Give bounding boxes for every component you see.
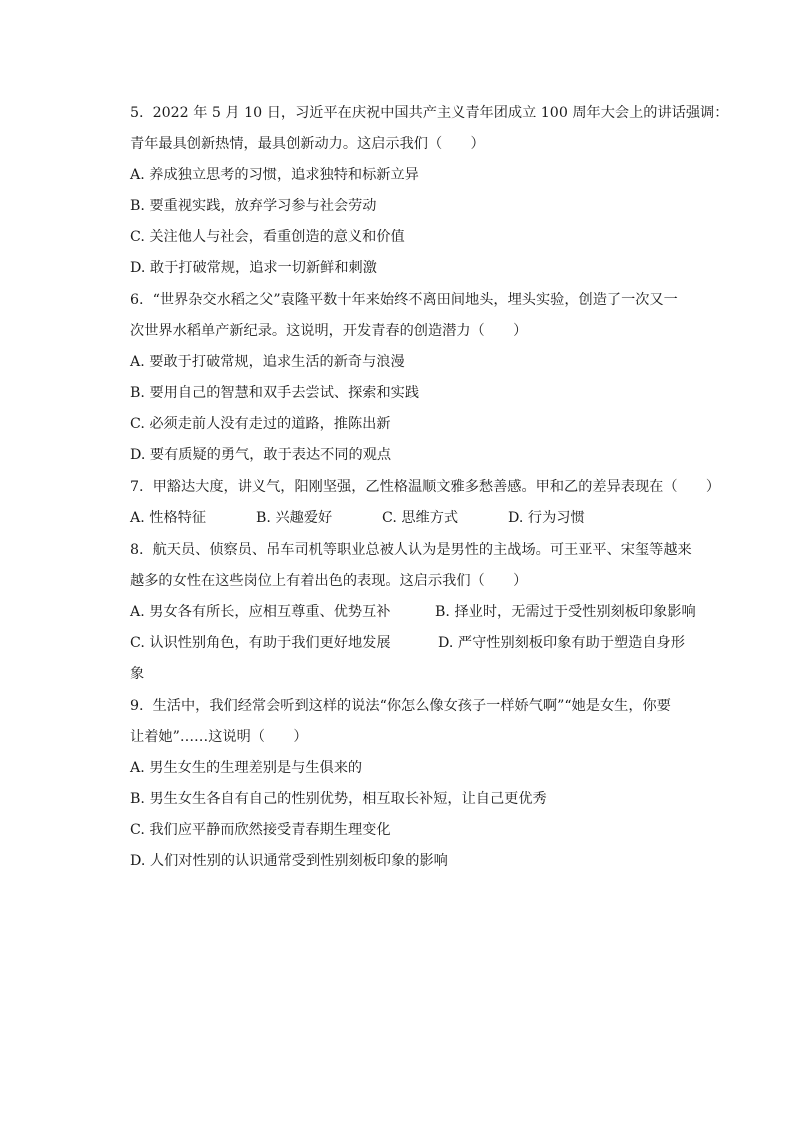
- question-7-option-c[interactable]: C. 思维方式: [382, 510, 459, 526]
- question-6-option-d[interactable]: D. 要有质疑的勇气，敢于表达不同的观点: [130, 447, 392, 463]
- question-7-stem-line-1: [130, 477, 720, 497]
- question-7-option-a[interactable]: A. 性格特征: [130, 510, 207, 526]
- question-8-option-c[interactable]: C. 认识性别角色，有助于我们更好地发展: [130, 635, 391, 651]
- question-7-option-d[interactable]: D. 行为习惯: [508, 510, 585, 526]
- question-7-number: 7.: [130, 479, 144, 495]
- question-5-stem-line-1: [130, 103, 728, 123]
- question-9-option-a[interactable]: A. 男生女生的生理差别是与生俱来的: [130, 760, 363, 776]
- question-6-option-a[interactable]: A. 要敢于打破常规，追求生活的新奇与浪漫: [130, 354, 405, 370]
- question-8-option-a[interactable]: A. 男女各有所长，应相互尊重、优势互补: [130, 604, 391, 620]
- question-8-stem-line-2: 越多的女性在这些岗位上有着出色的表现。这启示我们（ ）: [130, 573, 528, 589]
- question-5-option-d[interactable]: D. 敢于打破常规，追求一切新鲜和刺激: [130, 260, 377, 276]
- question-5-option-b[interactable]: B. 要重视实践，放弃学习参与社会劳动: [130, 198, 377, 214]
- question-6-stem-line-2: 次世界水稻单产新纪录。这说明，开发青春的创造潜力（ ）: [130, 323, 528, 339]
- question-6-option-c[interactable]: C. 必须走前人没有走过的道路，推陈出新: [130, 416, 391, 432]
- question-8-stem-line-1: [130, 540, 692, 560]
- question-9-option-b[interactable]: B. 男生女生各自有自己的性别优势，相互取长补短，让自己更优秀: [130, 791, 547, 807]
- question-9-stem-line-2: 让着她”……这说明（ ）: [130, 729, 308, 745]
- question-5-stem-line-2: 青年最具创新热情，最具创新动力。这启示我们（ ）: [130, 136, 485, 152]
- question-6-stem-text-1: “世界杂交水稻之父”袁隆平数十年来始终不离田间地头，埋头实验，创造了一次又一: [152, 292, 678, 308]
- question-8-number: 8.: [130, 542, 144, 558]
- question-8-option-d-continuation: 象: [130, 666, 145, 682]
- question-6-stem-line-1: [130, 290, 678, 310]
- question-6-number: 6.: [130, 292, 144, 308]
- question-9-number: 9.: [130, 698, 144, 714]
- question-8-option-d[interactable]: D. 严守性别刻板印象有助于塑造自身形: [438, 635, 685, 651]
- question-8-stem-text-1: 航天员、侦察员、吊车司机等职业总被人认为是男性的主战场。可王亚平、宋玺等越来: [152, 542, 692, 558]
- question-8-option-b[interactable]: B. 择业时，无需过于受性别刻板印象影响: [435, 604, 696, 620]
- question-5-option-c[interactable]: C. 关注他人与社会，看重创造的意义和价值: [130, 229, 405, 245]
- question-7-option-b[interactable]: B. 兴趣爱好: [256, 510, 333, 526]
- question-5-option-a[interactable]: A. 养成独立思考的习惯，追求独特和标新立异: [130, 167, 419, 183]
- question-6-option-b[interactable]: B. 要用自己的智慧和双手去尝试、探索和实践: [130, 385, 420, 401]
- question-5-stem-text-1: 2022 年 5 月 10 日，习近平在庆祝中国共产主义青年团成立 100 周年大会上的讲话强调：: [152, 105, 729, 121]
- question-9-stem-text-1: 生活中，我们经常会听到这样的说法“你怎么像女孩子一样娇气啊”“她是女生，你要: [152, 698, 671, 714]
- question-5-number: 5.: [130, 105, 144, 121]
- question-9-option-d[interactable]: D. 人们对性别的认识通常受到性别刻板印象的影响: [130, 853, 448, 869]
- question-9-stem-line-1: [130, 696, 671, 716]
- question-9-option-c[interactable]: C. 我们应平静而欣然接受青春期生理变化: [130, 822, 391, 838]
- question-7-stem-text-1: 甲豁达大度，讲义气，阳刚坚强，乙性格温顺文雅多愁善感。甲和乙的差异表现在（ ）: [152, 479, 721, 495]
